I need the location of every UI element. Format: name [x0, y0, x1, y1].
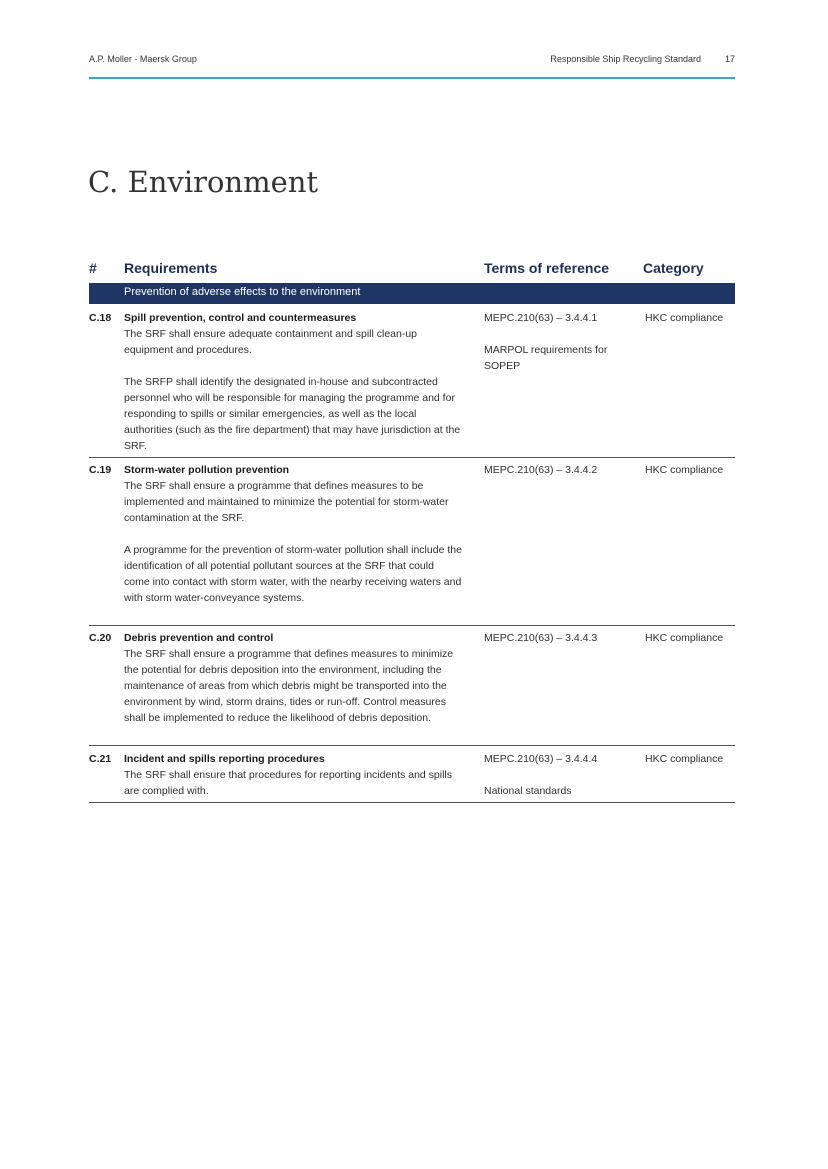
row-divider [89, 625, 735, 626]
row-divider [89, 745, 735, 746]
header-right [550, 54, 735, 64]
page-header [89, 54, 735, 68]
category: HKC compliance [645, 312, 724, 324]
requirement-number: C.18 [89, 312, 112, 324]
section-band [89, 283, 735, 304]
row-divider [89, 802, 735, 803]
requirement-paragraph: The SRFP shall identify the designated in-house and subcontracted personnel who will be responsible for managing the programme and for responding to spills or similar emergencies, as well as the local authorities (such as the fire department) that may have jurisdiction at the SRF. [124, 376, 461, 452]
reference-item: MARPOL requirements for SOPEP [484, 344, 608, 372]
column-header-category: Category [643, 260, 704, 276]
page-number: 17 [724, 54, 735, 64]
requirement-title: Storm-water pollution prevention [124, 464, 290, 476]
requirement-number: C.20 [89, 632, 112, 644]
requirement-title: Incident and spills reporting procedures [124, 753, 325, 765]
reference-item: MEPC.210(63) – 3.4.4.3 [484, 632, 598, 644]
category: HKC compliance [645, 464, 724, 476]
column-header-terms-of-reference: Terms of reference [484, 260, 610, 276]
page-title: C. Environment [88, 165, 319, 200]
requirement-text [124, 630, 462, 726]
column-header-number: # [89, 260, 97, 276]
column-header-requirements: Requirements [124, 260, 218, 276]
requirement-paragraph: The SRF shall ensure a programme that defines measures to be implemented and maintained to minimize the potential for storm-water contamination at the SRF. [124, 480, 449, 524]
reference-item: MEPC.210(63) – 3.4.4.2 [484, 464, 598, 476]
requirement-number: C.21 [89, 753, 112, 765]
row-divider [89, 457, 735, 458]
requirement-title: Debris prevention and control [124, 632, 274, 644]
requirement-paragraph: The SRF shall ensure that procedures for reporting incidents and spills are complied with. [124, 769, 453, 797]
terms-of-reference [484, 462, 624, 478]
category: HKC compliance [645, 753, 724, 765]
requirement-number: C.19 [89, 464, 112, 476]
header-document-title: Responsible Ship Recycling Standard [550, 54, 701, 64]
category: HKC compliance [645, 632, 724, 644]
requirement-title: Spill prevention, control and countermeasures [124, 312, 357, 324]
reference-item: MEPC.210(63) – 3.4.4.1 [484, 312, 598, 324]
header-rule [89, 77, 735, 79]
reference-item: MEPC.210(63) – 3.4.4.4 [484, 753, 598, 765]
reference-item: National standards [484, 785, 572, 797]
terms-of-reference [484, 751, 624, 799]
section-band-label: Prevention of adverse effects to the environment [124, 286, 361, 298]
header-company: A.P. Moller - Maersk Group [89, 54, 197, 64]
requirement-text [124, 310, 462, 454]
terms-of-reference [484, 310, 624, 374]
requirement-text [124, 751, 462, 799]
requirement-paragraph: The SRF shall ensure adequate containment and spill clean-up equipment and procedures. [124, 328, 418, 356]
requirement-paragraph: A programme for the prevention of storm-water pollution shall include the identification of all potential pollutant sources at the SRF that could come into contact with storm water, with the nearby receiving waters and with storm water-conveyance systems. [124, 544, 462, 604]
terms-of-reference [484, 630, 624, 646]
requirement-paragraph: The SRF shall ensure a programme that defines measures to minimize the potential for debris deposition into the environment, including the maintenance of areas from which debris might be transported into the environment by wind, storm drains, tides or run-off. Control measures shall be implemented to reduce the likelihood of debris deposition. [124, 648, 454, 724]
requirement-text [124, 462, 462, 606]
